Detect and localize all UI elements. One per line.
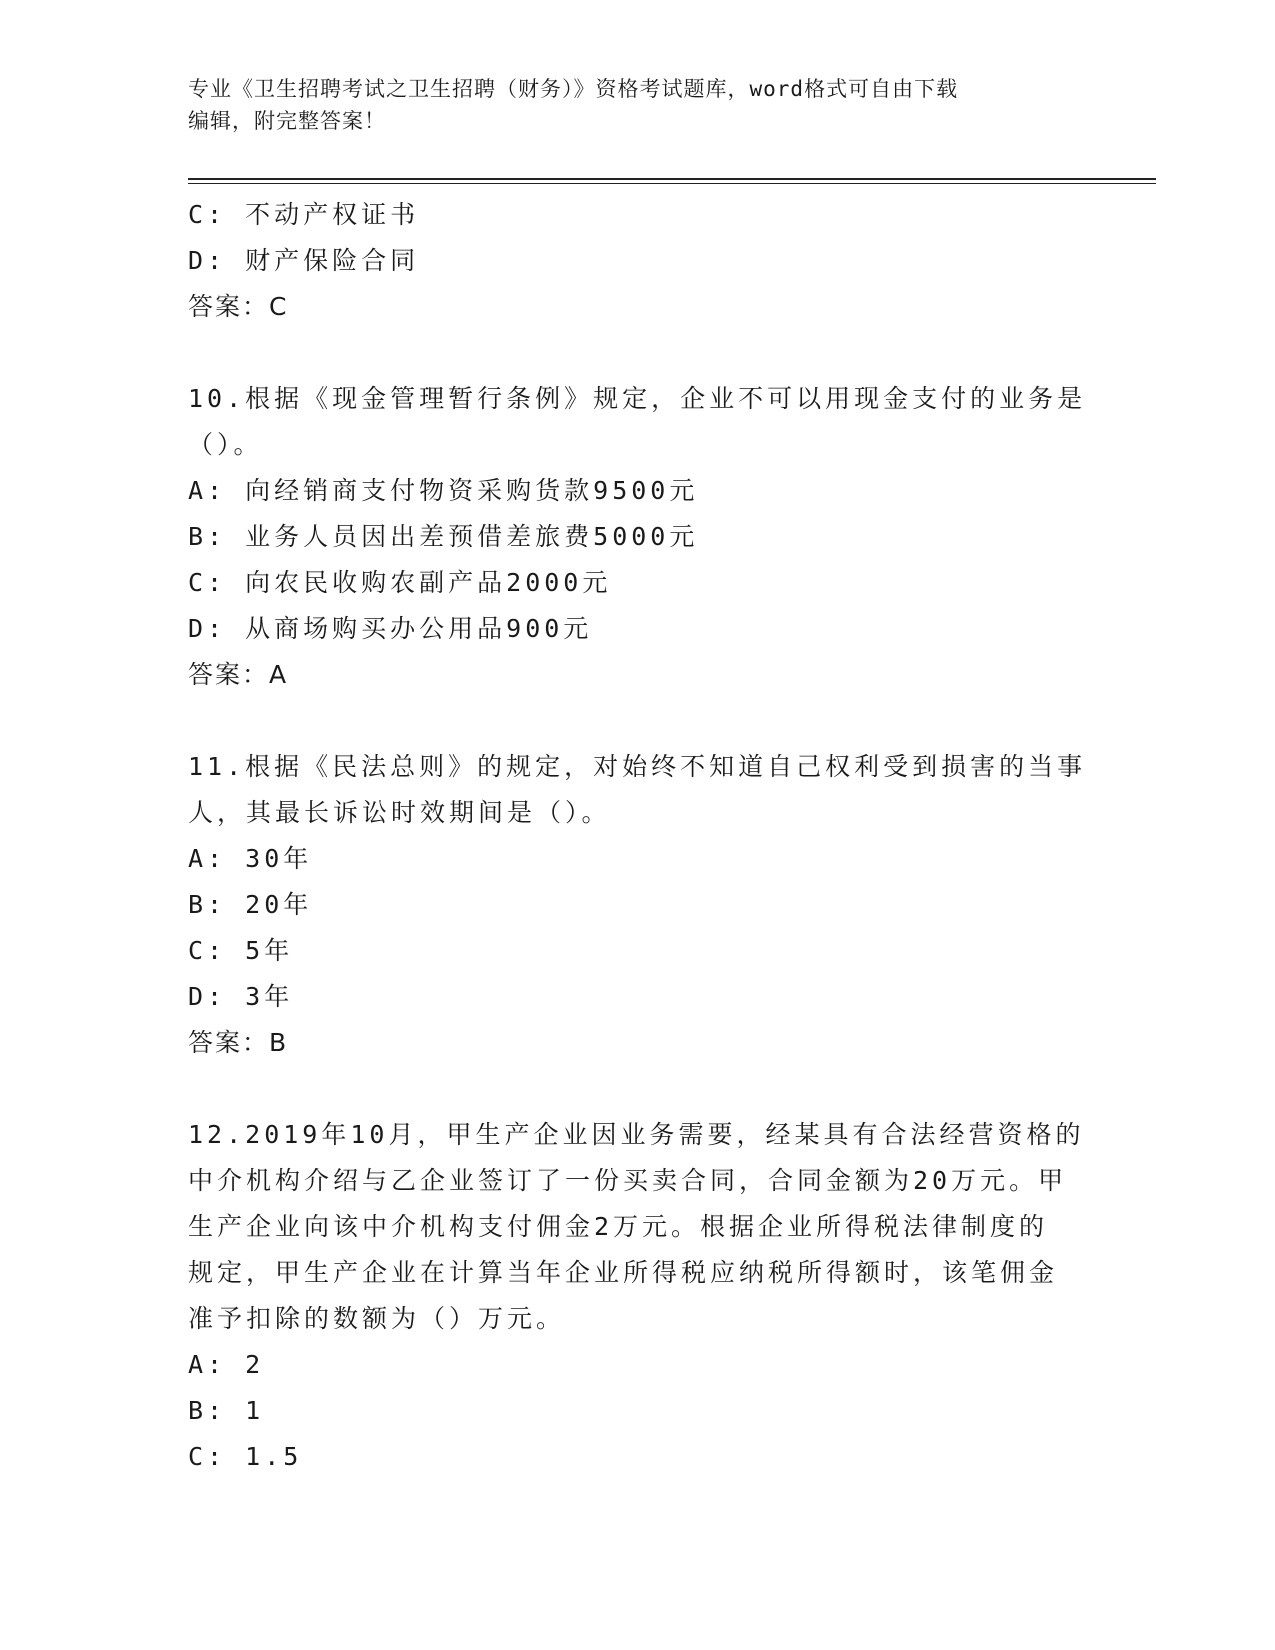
option-b: B: 1	[188, 1396, 265, 1425]
header-divider-thin	[188, 183, 1156, 184]
option-a: A: 向经销商支付物资采购货款9500元	[188, 476, 699, 505]
document-header	[188, 73, 1088, 137]
question-stem: 12.2019年10月，甲生产企业因业务需要，经某具有合法经营资格的	[188, 1120, 1085, 1149]
question-list	[188, 192, 1088, 1480]
header-divider-thick	[188, 178, 1156, 180]
question-stem: 人，其最长诉讼时效期间是（）。	[188, 798, 611, 827]
option-b: B: 20年	[188, 890, 313, 919]
option-b: B: 业务人员因出差预借差旅费5000元	[188, 522, 699, 551]
option-c: C: 向农民收购农副产品2000元	[188, 568, 612, 597]
question-stem: 生产企业向该中介机构支付佣金2万元。根据企业所得税法律制度的	[188, 1212, 1049, 1241]
question-stem: 10.根据《现金管理暂行条例》规定，企业不可以用现金支付的业务是	[188, 384, 1087, 413]
option-d: D: 3年	[188, 982, 294, 1011]
answer-line: 答案：B	[188, 1028, 289, 1057]
question-9-tail	[188, 192, 1088, 330]
spacer	[188, 1066, 1088, 1112]
answer-line: 答案：C	[188, 292, 289, 321]
option-d: D: 财产保险合同	[188, 246, 420, 275]
spacer	[188, 698, 1088, 744]
question-stem: 规定，甲生产企业在计算当年企业所得税应纳税所得额时，该笔佣金	[188, 1258, 1059, 1287]
header-line-2: 编辑，附完整答案！	[188, 109, 386, 133]
option-c: C: 5年	[188, 936, 294, 965]
option-d: D: 从商场购买办公用品900元	[188, 614, 593, 643]
question-12	[188, 1112, 1088, 1480]
header-line-1: 专业《卫生招聘考试之卫生招聘（财务）》资格考试题库，word格式可自由下载	[188, 77, 959, 101]
question-stem: 准予扣除的数额为（）万元。	[188, 1304, 566, 1333]
option-c: C: 不动产权证书	[188, 200, 420, 229]
option-c: C: 1.5	[188, 1442, 303, 1471]
answer-line: 答案：A	[188, 660, 289, 689]
question-stem: 中介机构介绍与乙企业签订了一份买卖合同，合同金额为20万元。甲	[188, 1166, 1068, 1195]
option-a: A: 2	[188, 1350, 265, 1379]
question-stem: （）。	[188, 430, 263, 459]
question-10	[188, 376, 1088, 698]
question-11	[188, 744, 1088, 1066]
spacer	[188, 330, 1088, 376]
question-stem: 11.根据《民法总则》的规定，对始终不知道自己权利受到损害的当事	[188, 752, 1087, 781]
option-a: A: 30年	[188, 844, 313, 873]
